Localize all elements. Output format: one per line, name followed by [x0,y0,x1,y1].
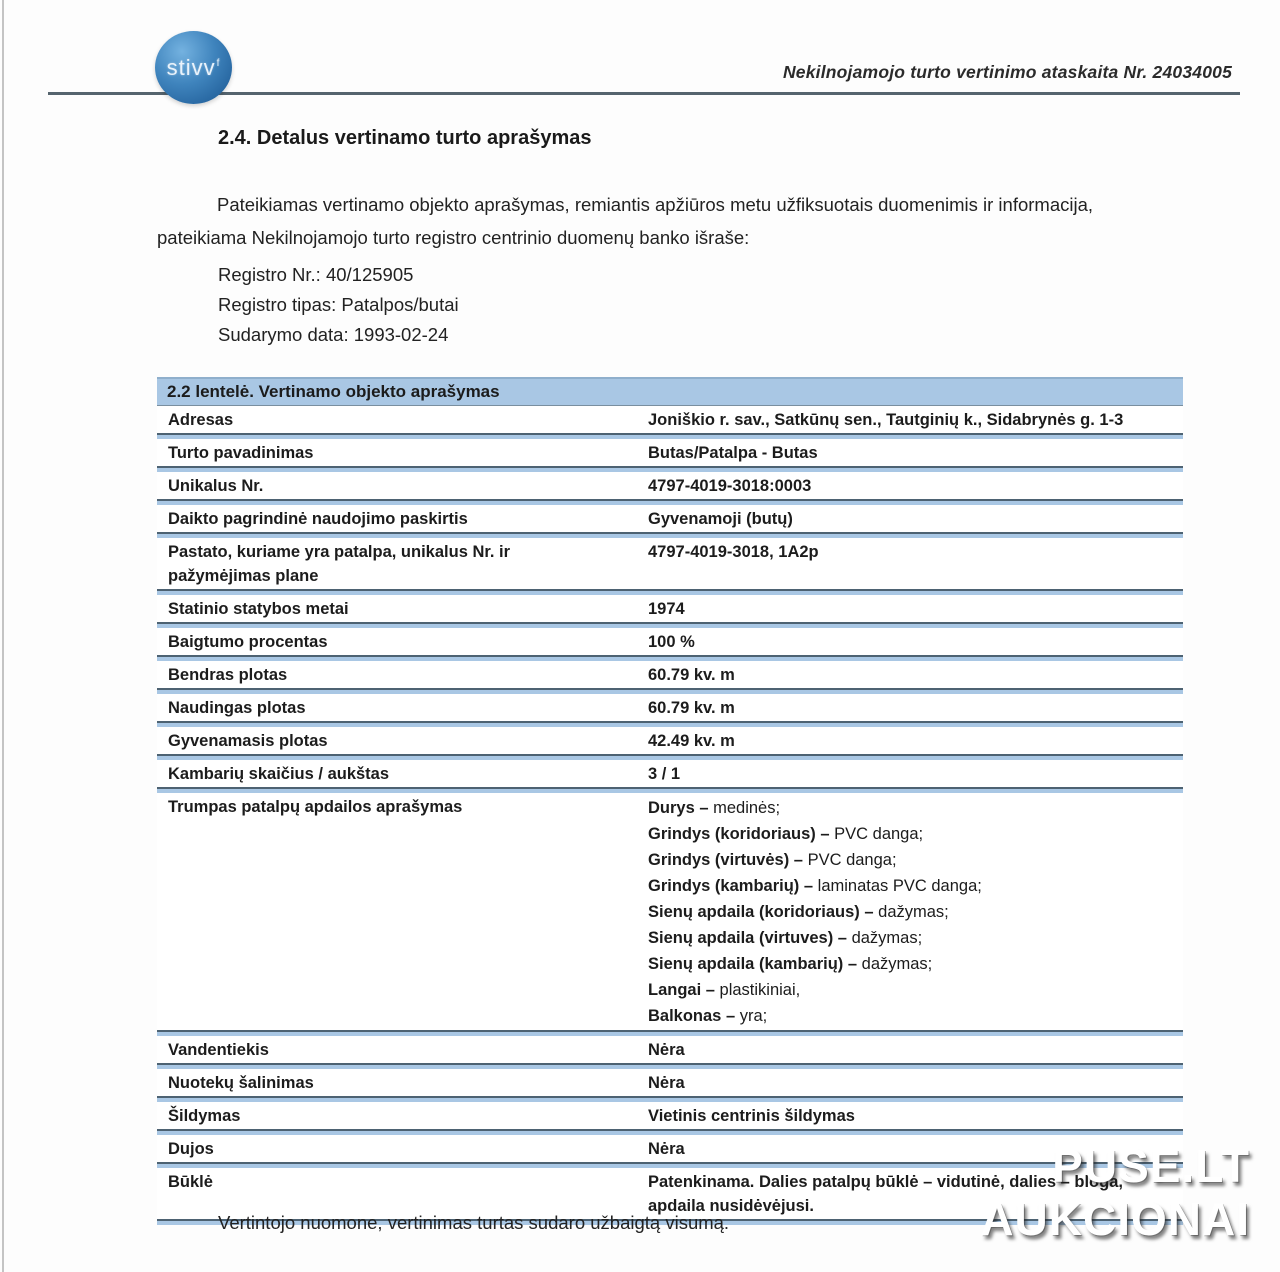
row-label: Trumpas patalpų apdailos aprašymas [168,798,463,816]
row-value: 100 % [648,633,695,651]
table-row [157,1069,1183,1096]
row-value-lead: Balkonas – [648,1007,736,1025]
table-row [157,628,1183,655]
closing-statement: Vertintojo nuomone, vertinimas turtas sudaro užbaigtą visumą. [218,1212,730,1233]
row-value-rest: medinės; [708,799,781,817]
row-value-lead: Sienų apdaila (kambarių) – [648,955,858,973]
row-value: Nėra [648,1140,685,1158]
row-label: Unikalus Nr. [168,477,264,495]
row-value-line [648,873,1175,899]
watermark [980,1140,1250,1246]
row-label: Turto pavadinimas [168,444,314,462]
row-value-rest: plastikiniai, [714,981,801,999]
row-label: Kambarių skaičius / aukštas [168,765,390,783]
row-value-line [648,899,1175,925]
row-value: 4797-4019-3018, 1A2p [648,543,819,561]
report-header-title: Nekilnojamojo turto vertinimo ataskaita Nr. 24034005 [782,62,1232,82]
table-body [157,406,1183,1225]
row-value [648,795,1183,1029]
row-value: 60.79 kv. m [648,666,735,684]
row-label: Statinio statybos metai [168,600,349,618]
row-value-lead: Grindys (kambarių) – [648,877,814,895]
company-logo [155,31,232,104]
section-title: 2.4. Detalus vertinamo turto aprašymas [218,127,592,149]
row-label: Pastato, kuriame yra patalpa, unikalus Nr. ir pažymėjimas plane [168,543,511,585]
row-value-rest: laminatas PVC danga; [813,877,982,895]
row-value-line [648,977,1175,1003]
page-left-border [2,0,4,1272]
row-value: 60.79 kv. m [648,699,735,717]
registry-date-line: Sudarymo data: 1993-02-24 [218,324,449,345]
table-row [157,505,1183,532]
row-value-line [648,847,1175,873]
row-label: Būklė [168,1173,213,1191]
row-value-rest: PVC danga; [802,851,897,869]
table-row [157,538,1183,589]
row-value-rest: dažymas; [873,903,949,921]
table-row [157,760,1183,787]
row-value-line [648,951,1175,977]
row-label: Nuotekų šalinimas [168,1074,314,1092]
row-label: Baigtumo procentas [168,633,328,651]
row-value-rest: dažymas; [857,955,933,973]
row-value: Nėra [648,1041,685,1059]
row-value: 3 / 1 [648,765,681,783]
row-label: Dujos [168,1140,214,1158]
registry-info-block [218,260,459,350]
row-value-lead: Langai – [648,981,715,999]
row-value-line [648,795,1175,821]
row-value-rest: dažymas; [846,929,923,947]
table-row [157,727,1183,754]
watermark-line1: PUSE.LT [1052,1140,1250,1192]
row-label: Naudingas plotas [168,699,306,717]
table-row [157,1036,1183,1063]
watermark-line2: AUKCIONAI [980,1193,1250,1245]
row-value: Gyvenamoji (butų) [648,510,793,528]
row-value-lead: Sienų apdaila (virtuves) – [648,929,847,947]
row-value: 4797-4019-3018:0003 [648,477,812,495]
company-logo-text: stivv$^f$ [166,54,221,80]
table-row [157,406,1183,433]
row-value-lead: Sienų apdaila (koridoriaus) – [648,903,874,921]
row-value-line [648,1003,1175,1029]
row-value: 42.49 kv. m [648,732,735,750]
registry-number-line: Registro Nr.: 40/125905 [218,264,414,285]
row-label: Daikto pagrindinė naudojimo paskirtis [168,510,468,528]
company-logo-mark: f [216,58,221,70]
table-row [157,793,1183,1030]
header-divider-line [48,92,1240,95]
row-value-lead: Grindys (virtuvės) – [648,851,803,869]
row-label: Vandentiekis [168,1041,269,1059]
intro-paragraph: Pateikiamas vertinamo objekto aprašymas, remiantis apžiūros metu užfiksuotais duomenimis ir informacija, pateikiama Nekilnojamojo turto registro centrinio duomenų banko išraše: [157,194,1094,248]
row-value: Patenkinama. Dalies patalpų būklė – vidutinė, dalies – bloga, apdaila nusidėvėjusi. [648,1173,1123,1215]
row-value: Joniškio r. sav., Satkūnų sen., Tautginių k., Sidabrynės g. 1-3 [648,411,1124,429]
table-row [157,439,1183,466]
row-value: Vietinis centrinis šildymas [648,1107,855,1125]
row-value-rest: yra; [735,1007,768,1025]
table-row [157,595,1183,622]
row-value-lead: Durys – [648,799,709,817]
table-caption: 2.2 lentelė. Vertinamo objekto aprašymas [157,377,1183,406]
table-row [157,1102,1183,1129]
property-description-table [157,377,1183,1225]
row-label: Bendras plotas [168,666,288,684]
row-value-rest: PVC danga; [829,825,924,843]
table-row [157,694,1183,721]
row-label: Adresas [168,411,234,429]
row-value: Butas/Patalpa - Butas [648,444,818,462]
table-row [157,472,1183,499]
row-value: Nėra [648,1074,685,1092]
table-row [157,661,1183,688]
row-value: 1974 [648,600,685,618]
row-value-line [648,821,1175,847]
row-label: Šildymas [168,1107,241,1125]
row-label: Gyvenamasis plotas [168,732,328,750]
row-value-lead: Grindys (koridoriaus) – [648,825,830,843]
row-value-line [648,925,1175,951]
registry-type-line: Registro tipas: Patalpos/butai [218,294,459,315]
